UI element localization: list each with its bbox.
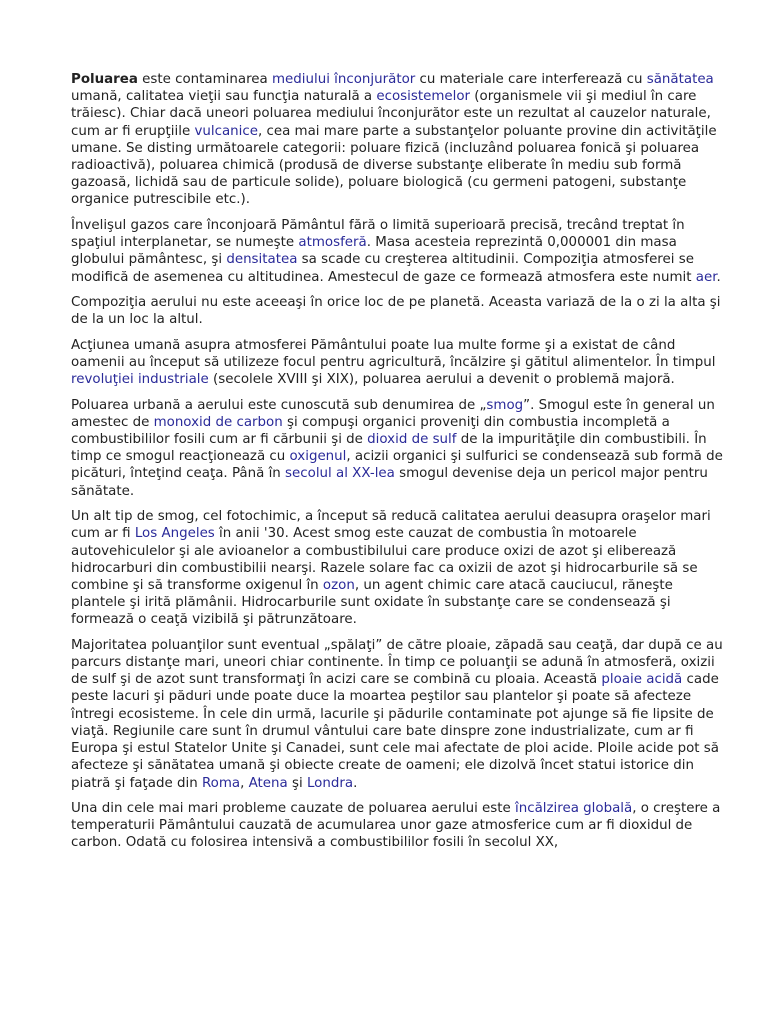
- article-link[interactable]: Londra: [306, 775, 354, 791]
- paragraph-text: Un alt tip de smog, cel fotochimic, a început să reducă calitatea aerului deasupra oraşelor mari cum ar fi: [71, 509, 711, 542]
- article-link[interactable]: ploaie acidă: [601, 672, 683, 688]
- paragraph: [71, 397, 731, 500]
- article-link[interactable]: sănătatea: [646, 72, 714, 87]
- paragraph-text: .: [716, 269, 721, 285]
- paragraph-text: Una din cele mai mari probleme cauzate de poluarea aerului este: [71, 801, 516, 816]
- article-term: Poluarea: [71, 72, 138, 87]
- paragraph-text: sa scade cu creşterea altitudinii. Compoziţia atmosferei se modifică de asemenea cu altitudinea. Amestecul de gaze ce formează atmosfera este numit: [71, 252, 696, 285]
- paragraph-text: ,: [240, 775, 249, 791]
- paragraph: [71, 508, 731, 628]
- article-link[interactable]: mediului înconjurător: [272, 72, 416, 87]
- paragraph: [71, 71, 731, 209]
- article-link[interactable]: oxigenul: [289, 449, 347, 465]
- paragraph-text: smogul devenise deja un pericol major pentru sănătate.: [71, 466, 708, 499]
- paragraph-text: Poluarea urbană a aerului este cunoscută sub denumirea de „: [71, 397, 487, 413]
- paragraph-text: şi compuşi organici proveniţi din combustia incompletă a combustibililor fosili cum ar fi cărbunii şi de: [71, 414, 670, 448]
- paragraph-text: (organismele vii şi mediul în care trăiesc). Chiar dacă uneori poluarea mediului înconjurător este un rezultat al cauzelor naturale, cum ar fi erupţiile: [71, 89, 711, 139]
- article-link[interactable]: Roma: [201, 775, 241, 791]
- paragraph: [71, 637, 731, 792]
- paragraph-text: este contaminarea: [137, 72, 272, 87]
- paragraph-text: de la impurităţile din combustibili. În timp ce smogul reacţionează cu: [71, 432, 707, 465]
- paragraph-text: Compoziţia aerului nu este aceeaşi în orice loc de pe planetă. Aceasta variază de la o zi la alta şi de la un loc la altul.: [71, 295, 721, 328]
- paragraph-text: Acţiunea umană asupra atmosferei Pământului poate lua multe forme şi a existat de când oamenii au început să utilizeze focul pentru agricultură, încălzire şi gătitul alimentelor. În timpul: [71, 337, 716, 370]
- paragraph-text: , cea mai mare parte a substanţelor poluante provine din activităţile umane. Se disting următoarele categorii: poluare fizică (incluzând poluarea fonică şi poluarea radioactivă), poluarea chimică (produsă de diverse substanţe eliberate în mediu sub formă gazoasă, lichidă sau de particule solide), poluare biologică (cu germeni patogeni, substanţe organice putrescibile etc.).: [71, 123, 717, 208]
- paragraph: [71, 217, 731, 286]
- paragraph: [71, 800, 731, 852]
- paragraph-text: Majoritatea poluanţilor sunt eventual „spălaţi” de către ploaie, zăpadă sau ceaţă, dar după ce au parcurs distanţe mari, uneori chiar continente. În timp ce poluanţii se adună în atmosferă, oxizii de sulf şi de azot sunt transformaţi în acizi care se combină cu ploaia. Această: [71, 637, 723, 688]
- article-link[interactable]: Atena: [248, 775, 288, 791]
- paragraph-text: . Masa acesteia reprezintă 0,000001 din masa globului pământesc, şi: [71, 235, 677, 268]
- article-link[interactable]: revoluţiei industriale: [71, 372, 209, 388]
- paragraph-text: , acizii organici şi sulfurici se condensează sub formă de picături, înteţind ceaţa. Până în: [71, 449, 723, 482]
- article-link[interactable]: dioxid de sulf: [367, 432, 457, 448]
- article-link[interactable]: vulcanice: [194, 123, 258, 139]
- article-link[interactable]: atmosferă: [298, 235, 367, 251]
- paragraph-text: şi: [287, 775, 307, 791]
- article-link[interactable]: Los Angeles: [134, 526, 215, 542]
- article-link[interactable]: smog: [486, 397, 524, 413]
- article-body: [71, 71, 731, 860]
- paragraph-text: ”. Smogul este în general un amestec de: [71, 397, 715, 430]
- article-link[interactable]: monoxid de carbon: [153, 414, 283, 430]
- article-link[interactable]: densitatea: [226, 252, 298, 268]
- paragraph-text: umană, calitatea vieţii sau funcţia naturală a: [71, 89, 377, 105]
- paragraph: [71, 337, 731, 389]
- article-link[interactable]: secolul al XX-lea: [285, 466, 395, 482]
- paragraph-text: Învelişul gazos care înconjoară Pământul fără o limită superioară precisă, trecând treptat în spaţiul interplanetar, se numeşte: [71, 217, 685, 251]
- article-link[interactable]: aer: [695, 269, 717, 285]
- paragraph-text: , un agent chimic care atacă cauciucul, răneşte plantele şi irită plămânii. Hidrocarburile sunt oxidate în substanţe care se condensează şi formează o ceaţă vizibilă şi pătrunzătoare.: [71, 577, 673, 628]
- paragraph-text: , o creştere a temperaturii Pământului cauzată de acumularea unor gaze atmosferice cum ar fi dioxidul de carbon. Odată cu folosirea intensivă a combustibililor fosili în secolul XX,: [71, 801, 721, 851]
- article-link[interactable]: încălzirea globală: [515, 801, 633, 816]
- paragraph-text: în anii '30. Acest smog este cauzat de combustia în motoarele autovehiculelor şi ale avioanelor a combustibilului care produce oxizi de azot şi eliberează hidrocarburi din combustibilii nearşi. Razele solare fac ca oxizii de azot şi hidrocarburile să se combine şi să transforme oxigenul în: [71, 526, 698, 593]
- article-link[interactable]: ecosistemelor: [376, 89, 471, 105]
- paragraph-text: .: [353, 775, 358, 791]
- paragraph-text: cu materiale care interferează cu: [415, 72, 647, 87]
- paragraph-text: cade peste lacuri şi păduri unde poate duce la moartea peştilor sau plantelor şi poate să afecteze întregi ecosisteme. În cele din urmă, lacurile şi pădurile contaminate pot ajunge să fie lipsite de viaţă. Regiunile care sunt în drumul vântului care bate dinspre zone industrializate, cum ar fi Europa şi estul Statelor Unite şi Canadei, sunt cele mai afectate de ploi acide. Ploile acide pot să afecteze şi sănătatea umană şi obiecte create de oameni; ele dizolvă încet statui istorice din piatră şi faţade din: [71, 672, 719, 791]
- paragraph-text: (secolele XVIII şi XIX), poluarea aerului a devenit o problemă majoră.: [208, 372, 675, 388]
- paragraph: [71, 294, 731, 328]
- article-link[interactable]: ozon: [322, 577, 355, 593]
